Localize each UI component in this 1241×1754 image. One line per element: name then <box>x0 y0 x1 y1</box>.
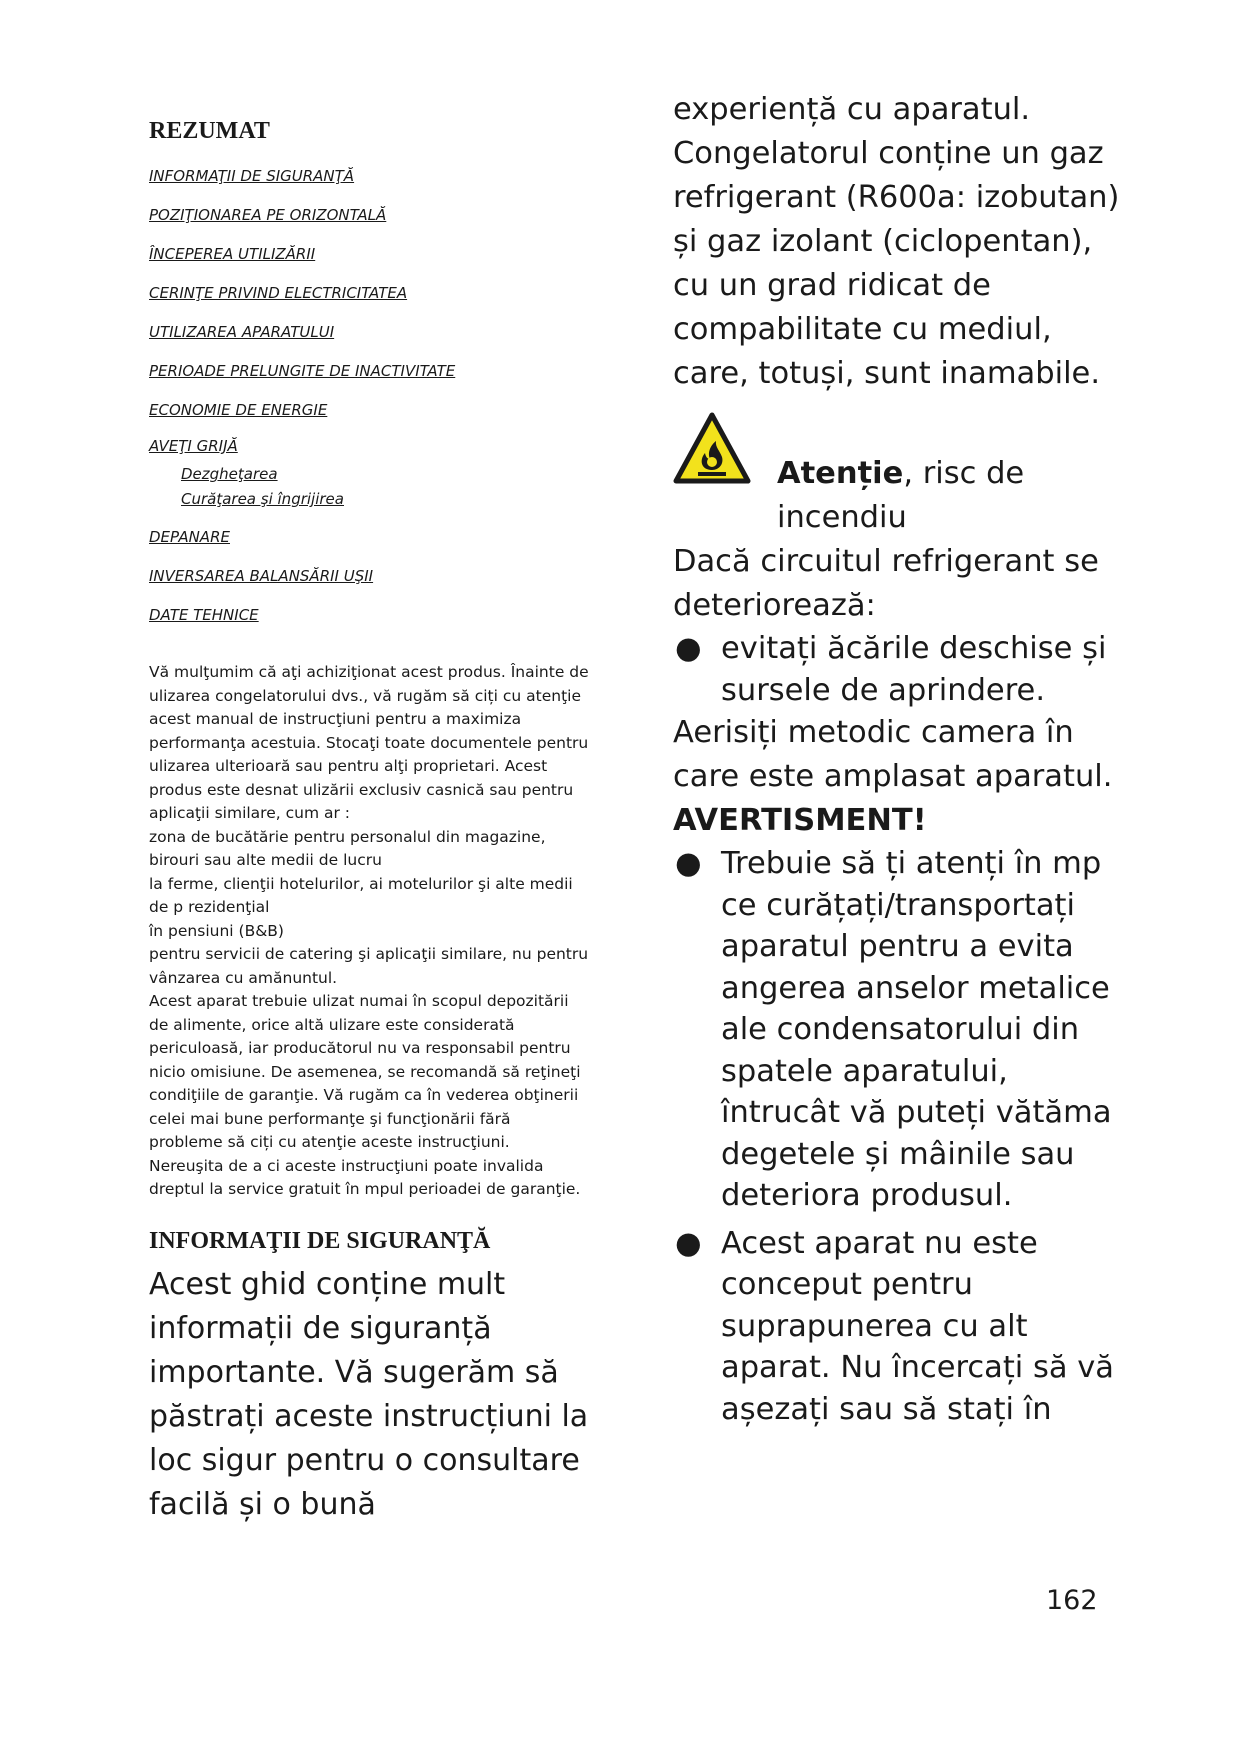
toc-item[interactable] <box>149 557 589 596</box>
toc-item[interactable] <box>149 235 589 274</box>
intro-text <box>149 661 589 1202</box>
toc-link-leveling[interactable]: POZIŢIONAREA PE ORIZONTALĂ <box>149 206 387 224</box>
warning-bullets <box>673 843 1123 1430</box>
circuit-bullets <box>673 628 1123 711</box>
bullet-text: Trebuie să ți atenți în mp ce curățați/transportați aparatul pentru a evita angerea anselor metalice ale condensatorului din spatele aparatului, întrucât vă puteți vătăma degetele și mâinile sau deteriora produsul. <box>721 846 1112 1213</box>
intro-paragraph: Vă mulţumim că aţi achiziţionat acest produs. Înainte de ulizarea congelatorului dvs., vă rugăm să ciți cu atenţie acest manual de instrucţiuni pentru a maximiza performanţa acestuia. Stocaţi toate documentele pentru ulizarea ulterioară sau pentru alţi proprietari. Acest produs este desnat ulizării exclusiv casnică sau pentru aplicaţii similare, cum ar : <box>149 663 589 822</box>
intro-paragraph: Acest aparat trebuie ulizat numai în scopul depozitării de alimente, orice altă ulizare este considerată periculoasă, iar producătorul nu va responsabil pentru nicio omisiune. De asemenea, se recomandă să reţineţi condiţiile de garanţie. Vă rugăm ca în vederea obţinerii celei mai bune performanţe şi funcţionării fără probleme să ciți cu atenţie aceste instrucţiuni. Nereuşita de a ci aceste instrucţiuni poate invalida dreptul la service gratuit în mpul perioadei de garanţie. <box>149 992 581 1198</box>
fire-warning <box>673 412 1123 540</box>
ventilate-text: Aerisiți metodic camera în care este amplasat aparatul. <box>673 715 1113 794</box>
toc-link-technical-data[interactable]: DATE TEHNICE <box>149 606 259 624</box>
toc-item[interactable] <box>149 518 589 557</box>
circuit-text: Dacă circuitul refrigerant se deteriorează: <box>673 544 1099 623</box>
toc-link-inactivity[interactable]: PERIOADE PRELUNGITE DE INACTIVITATE <box>149 362 456 380</box>
bullet-icon: ● <box>675 846 702 881</box>
toc-link-energy[interactable]: ECONOMIE DE ENERGIE <box>149 401 328 419</box>
toc-item[interactable] <box>149 274 589 313</box>
toc-link-door-reversal[interactable]: INVERSAREA BALANSĂRII UŞII <box>149 567 374 585</box>
toc-item[interactable] <box>149 157 589 196</box>
summary-heading: REZUMAT <box>149 118 270 144</box>
intro-paragraph: zona de bucătărie pentru personalul din magazine, birouri sau alte medii de lucru <box>149 827 546 869</box>
toc-link-cleaning[interactable]: Curăţarea şi îngrijirea <box>181 490 344 508</box>
continuation-text: experiență cu aparatul. Congelatorul conține un gaz refrigerant (R600a: izobutan) și gaz izolant (ciclopentan), cu un grad ridicat de compabilitate cu mediul, care, totuși, sunt inamabile. <box>673 92 1120 391</box>
bullet-text: Acest aparat nu este conceput pentru suprapunerea cu alt aparat. Nu încercați să vă așezați sau să stați în <box>721 1225 1114 1427</box>
list-item <box>673 843 1123 1217</box>
right-column <box>673 88 1123 1430</box>
intro-paragraph: în pensiuni (B&B) <box>149 921 284 940</box>
left-column <box>149 118 589 1527</box>
toc-link-defrost[interactable]: Dezgheţarea <box>181 465 278 483</box>
toc-item[interactable] <box>149 430 589 462</box>
toc-link-safety[interactable]: INFORMAŢII DE SIGURANŢĂ <box>149 167 355 185</box>
bullet-icon: ● <box>675 631 702 666</box>
list-item <box>673 1223 1123 1431</box>
toc-link-usage[interactable]: UTILIZAREA APARATULUI <box>149 323 335 341</box>
toc-subitem[interactable] <box>149 462 589 487</box>
toc-link-care[interactable]: AVEŢI GRIJĂ <box>149 437 238 455</box>
attention-rest: , risc de incendiu <box>777 456 1025 535</box>
intro-paragraph: la ferme, clienţii hotelurilor, ai motelurilor şi alte medii de p rezidenţial <box>149 874 573 916</box>
page-number: 162 <box>1046 1585 1098 1616</box>
toc-link-troubleshooting[interactable]: DEPANARE <box>149 528 230 546</box>
bullet-icon: ● <box>675 1225 702 1261</box>
intro-paragraph: pentru servicii de catering şi aplicaţii similare, nu pentru vânzarea cu amănuntul. <box>149 945 589 987</box>
list-item <box>673 628 1123 711</box>
toc-link-getting-started[interactable]: ÎNCEPEREA UTILIZĂRII <box>149 245 316 263</box>
toc-item[interactable] <box>149 596 589 635</box>
bullet-text: evitați ăcările deschise și sursele de aprindere. <box>721 631 1107 708</box>
toc-item[interactable] <box>149 313 589 352</box>
toc-item[interactable] <box>149 391 589 430</box>
toc-subitem[interactable] <box>149 487 589 512</box>
warning-heading: AVERTISMENT! <box>673 803 927 838</box>
toc-item[interactable] <box>149 196 589 235</box>
toc-item[interactable] <box>149 352 589 391</box>
toc-link-electrical[interactable]: CERINŢE PRIVIND ELECTRICITATEA <box>149 284 408 302</box>
table-of-contents <box>149 157 589 635</box>
flammable-warning-icon <box>673 412 751 484</box>
safety-heading: INFORMAŢII DE SIGURANŢĂ <box>149 1227 491 1254</box>
attention-bold: Atenție <box>777 456 904 491</box>
safety-text: Acest ghid conține mult informații de siguranță importante. Vă sugerăm să păstrați aceste instrucțiuni la loc sigur pentru o consultare facilă și o bună <box>149 1266 589 1522</box>
